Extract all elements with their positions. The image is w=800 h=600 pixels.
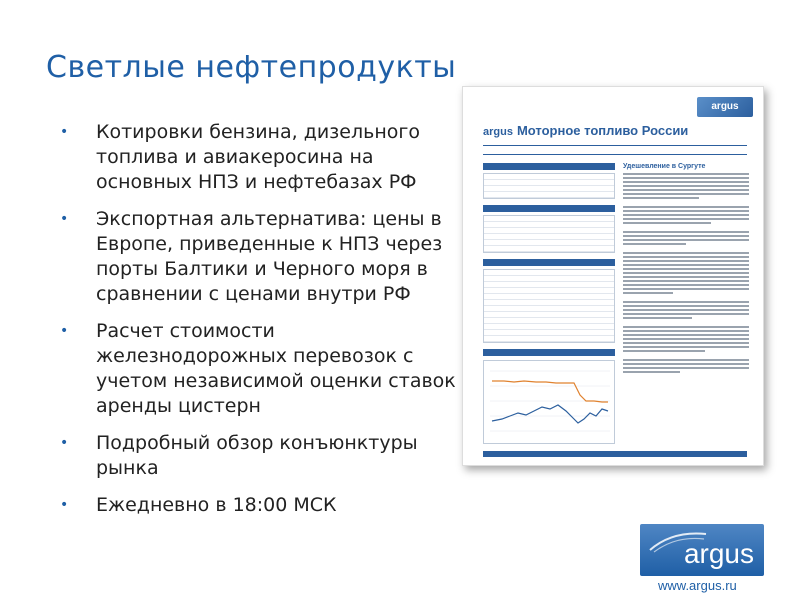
section-header-bar [483,349,615,356]
bullet-marker: • [60,211,69,227]
price-chart-graphic [484,361,614,441]
newsletter-right-column [623,163,749,375]
bullet-text: Котировки бензина, дизельного топлива и авиакеросина на основных НПЗ и нефтебазах РФ [96,121,420,193]
bullet-item [60,431,460,481]
bullet-item [60,120,460,195]
newsletter-title: Моторное топливо России [516,123,689,138]
website-url: www.argus.ru [658,578,737,593]
bullet-text: Расчет стоимости железнодорожных перевозок с учетом независимой оценки ставок аренды цистерн [96,320,456,417]
bullet-text: Экспортная альтернатива: цены в Европе, приведенные к НПЗ через порты Балтики и Черного моря в сравнении с ценами внутри РФ [96,208,443,305]
newsletter-logo: argus [697,97,753,117]
section-header-bar [483,205,615,212]
argus-logo-text: argus [683,538,754,569]
article-heading: Удешевление в Сургуте [623,163,706,170]
bullet-list [60,120,460,530]
bullet-marker: • [60,435,69,451]
bullet-item [60,319,460,419]
bullet-item [60,493,460,518]
headlines-box [483,173,615,199]
bullet-text: Ежедневно в 18:00 МСК [96,494,337,516]
domestic-index-table [483,215,615,253]
slide-title: Светлые нефтепродукты [46,50,457,85]
newsletter-left-column [483,163,615,444]
international-prices-table [483,269,615,343]
bullet-text: Подробный обзор конъюнктуры рынка [96,432,418,479]
newsletter-subheader-rule [483,145,747,155]
bullet-marker: • [60,323,69,339]
newsletter-preview [462,86,764,466]
newsletter-footer-bar [483,451,747,457]
price-chart-thumbnail [483,360,615,444]
bullet-marker: • [60,124,69,140]
newsletter-brand: argus [483,126,513,138]
argus-logo [640,524,764,576]
bullet-marker: • [60,497,69,513]
section-header-bar [483,163,615,170]
newsletter-masthead [483,123,688,138]
section-header-bar [483,259,615,266]
bullet-item [60,207,460,307]
